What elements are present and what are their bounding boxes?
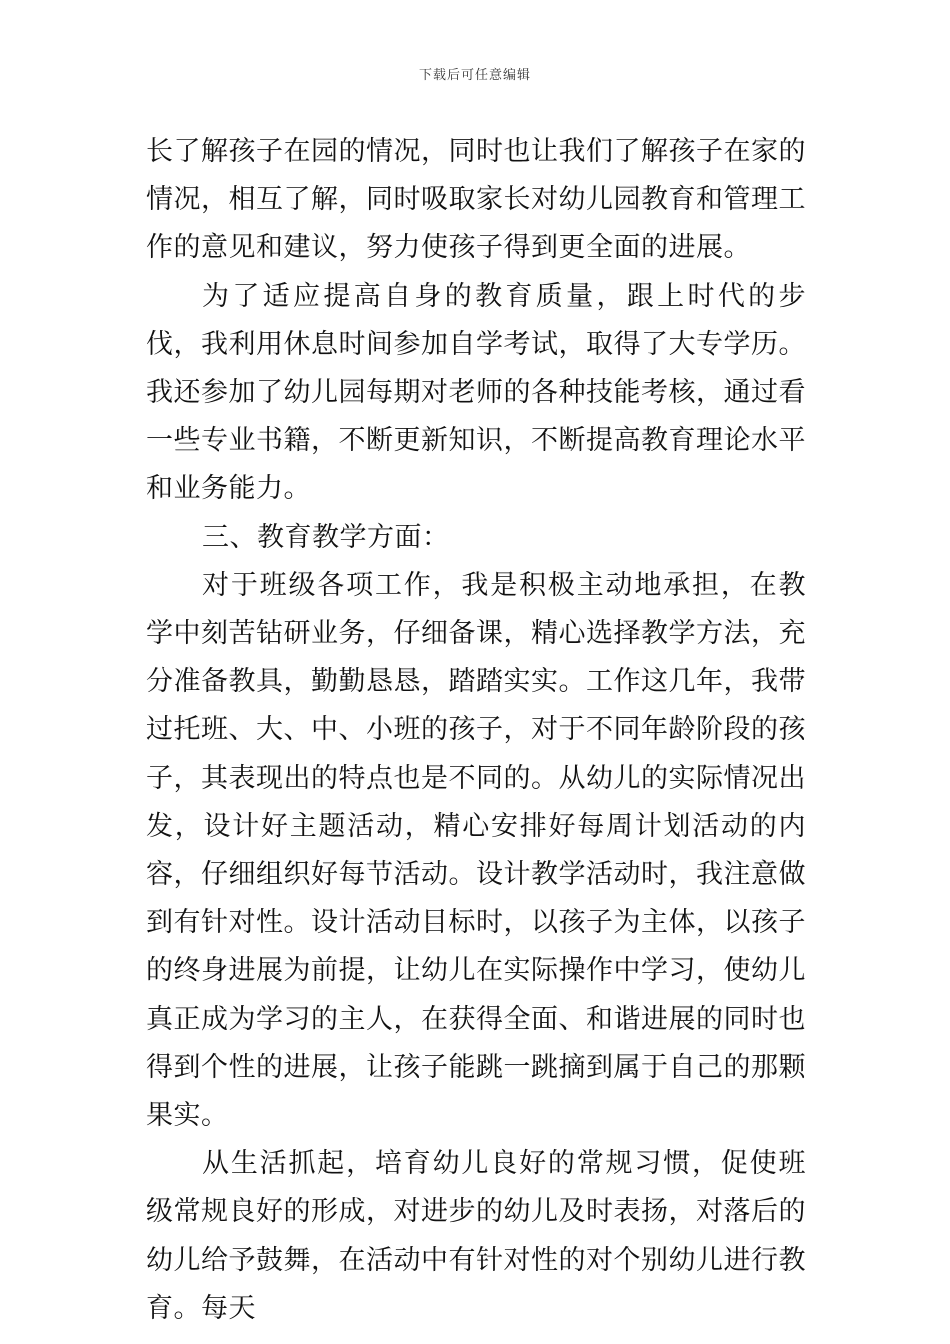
- paragraph-3: 对于班级各项工作，我是积极主动地承担，在教学中刻苦钻研业务，仔细备课，精心选择教学方法，充分准备教具，勤勤恳恳，踏踏实实。工作这几年，我带过托班、大、中、小班的孩子，对于不同年龄阶段的孩子，其表现出的特点也是不同的。从幼儿的实际情况出发，设计好主题活动，精心安排好每周计划活动的内容，仔细组织好每节活动。设计教学活动时，我注意做到有针对性。设计活动目标时，以孩子为主体，以孩子的终身进展为前提，让幼儿在实际操作中学习，使幼儿真正成为学习的主人，在获得全面、和谐进展的同时也得到个性的进展，让孩子能跳一跳摘到属于自己的那颗果实。: [146, 569, 806, 1132]
- section-heading: 三、教育教学方面：: [202, 521, 450, 553]
- document-body: [146, 128, 806, 1333]
- paragraph-2: 为了适应提高自身的教育质量，跟上时代的步伐，我利用休息时间参加自学考试，取得了大专学历。我还参加了幼儿园每期对老师的各种技能考核，通过看一些专业书籍，不断更新知识，不断提高教育理论水平和业务能力。: [146, 280, 806, 505]
- paragraph-1: 长了解孩子在园的情况，同时也让我们了解孩子在家的情况，相互了解，同时吸取家长对幼儿园教育和管理工作的意见和建议，努力使孩子得到更全面的进展。: [146, 136, 806, 264]
- page-header: 下载后可任意编辑: [418, 68, 531, 83]
- paragraph-4: 从生活抓起，培育幼儿良好的常规习惯，促使班级常规良好的形成，对进步的幼儿及时表扬，对落后的幼儿给予鼓舞，在活动中有针对性的对个别幼儿进行教育。每天: [146, 1148, 806, 1324]
